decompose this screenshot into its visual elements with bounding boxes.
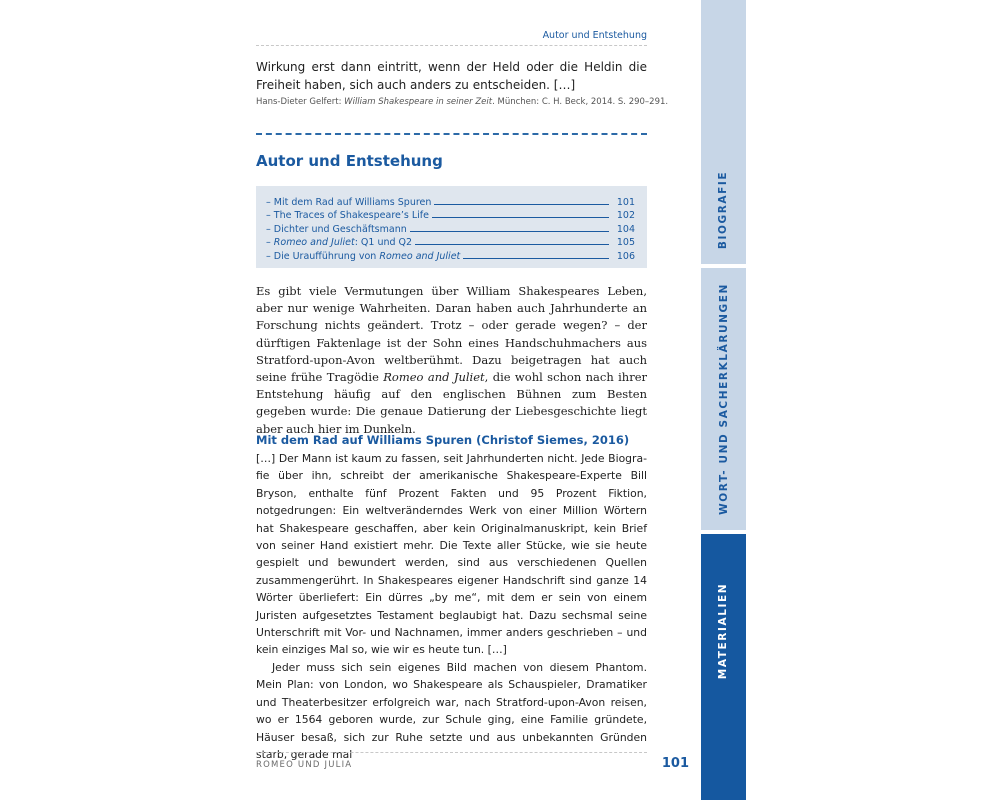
toc-item[interactable]: [266, 208, 635, 222]
table-of-contents: [256, 186, 647, 268]
toc-item-label: – Mit dem Rad auf Williams Spuren: [266, 196, 432, 208]
running-head: Autor und Entstehung: [542, 30, 647, 41]
toc-item-page: 105: [616, 237, 635, 248]
source-title: William Shakespeare in seiner Zeit: [344, 97, 493, 107]
toc-item[interactable]: [266, 194, 635, 208]
toc-item-page: 102: [616, 210, 635, 221]
toc-item-label: – Romeo and Juliet: Q1 und Q2: [266, 237, 413, 248]
subsection-title: Mit dem Rad auf Williams Spuren (Christof Siemes, 2016): [256, 433, 630, 447]
tab-label: WORT- UND SACHERKLÄRUNGEN: [717, 283, 730, 515]
toc-leader: [410, 231, 609, 232]
body-paragraph: Jeder muss sich sein eigenes Bild machen von diesem Phantom. Mein Plan: von London, wo Shakespeare als Schauspieler, Dramatiker und Theaterbesitzer erfolgreich war, nach Stratford-upon-Avon reisen, wo er 1564 geboren wurde, zur Schule ging, eine Familie gründete, Häuser besaß, sich zur Ruhe setzte und aus unbekannten Gründen starb, gerade mal: [256, 660, 647, 761]
toc-item-page: 101: [616, 196, 635, 208]
page-number: 101: [661, 756, 689, 771]
tab-materialien[interactable]: [701, 534, 746, 800]
tab-biografie[interactable]: [701, 0, 746, 264]
toc-item-label: – Die Uraufführung von Romeo and Juliet: [266, 250, 461, 262]
quote-source: [256, 97, 669, 107]
body-paragraph: […] Der Mann ist kaum zu fassen, seit Jahrhunderten nicht. Jede Biografie über ihn, schreibt der amerikanische Shakespeare-Experte Bill Bryson, enthalte fünf Prozent Fakten und 95 Prozent Fiktion, notgedrungen: Ein weltveränderndes Werk von einer Million Wörtern hat Shakespeare geschaffen, aber kein Originalmanuskript, kein Brief von seiner Hand existiert mehr. Die Texte aller Stücke, wie sie heute gespielt und bewundert werden, sind aus verschiedenen Quellen zusammengerührt. In Shakespeares eigener Handschrift sind ganze 14 Wörter überliefert: Ein dürres „by me“, mit dem er sein von einem Juristen aufgesetztes Testament beglaubigt hat. Dazu sechsmal seine Unterschrift mit Vor- und Nachnamen, immer anders geschrieben – und kein einziges Mal so, wie wir es heute tun. […]: [256, 452, 647, 657]
footer-divider: [256, 752, 647, 753]
toc-leader: [463, 258, 609, 259]
tab-label: MATERIALIEN: [717, 582, 730, 680]
article-excerpt: [256, 450, 647, 763]
source-author: Hans-Dieter Gelfert:: [256, 97, 345, 107]
tab-wort-und-sacherklaerungen[interactable]: [701, 268, 746, 530]
header-divider: [256, 45, 647, 46]
toc-leader: [434, 204, 609, 205]
toc-leader: [432, 217, 609, 218]
toc-item-page: 106: [616, 250, 635, 262]
toc-item-label: – Dichter und Geschäftsmann: [266, 223, 407, 235]
section-title: Autor und Entstehung: [256, 152, 443, 170]
tab-label: BIOGRAFIE: [717, 170, 730, 250]
source-details: . München: C. H. Beck, 2014. S. 290–291.: [492, 97, 669, 107]
toc-item-page: 104: [616, 223, 635, 235]
footer-book-title: ROMEO UND JULIA: [256, 760, 353, 770]
previous-quote-continuation: Wirkung erst dann eintritt, wenn der Held oder die Heldin die Freiheit haben, sich auch anders zu entscheiden. […]: [256, 60, 647, 92]
toc-leader: [415, 244, 609, 245]
section-divider: [256, 133, 647, 135]
intro-paragraph: Es gibt viele Vermutungen über William Shakespeares Leben, aber nur wenige Wahrheiten. Daran haben auch Jahrhunderte an Forschung nichts geändert. Trotz – oder gerade wegen? – der dürftigen Faktenlage ist der Sohn eines Handschuhmachers aus Stratford-upon-Avon weltberühmt. Dazu beigetragen hat auch seine frühe Tragödie Romeo and Juliet, die wohl schon nach ihrer Entstehung häufig auf den englischen Bühnen zum Besten gegeben wurde: Die genaue Datierung der Liebesgeschichte liegt aber auch hier im Dunkeln.: [256, 284, 647, 436]
toc-item[interactable]: [266, 248, 635, 262]
toc-item[interactable]: [266, 221, 635, 235]
toc-item[interactable]: [266, 235, 635, 249]
toc-item-label: – The Traces of Shakespeare’s Life: [266, 210, 429, 221]
